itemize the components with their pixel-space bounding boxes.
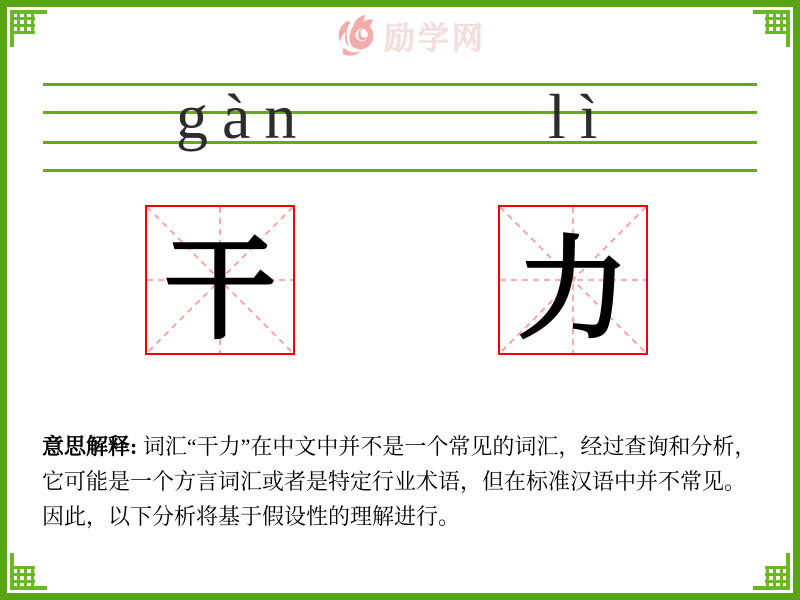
- character-box-gan: [145, 205, 295, 355]
- corner-ornament-top-left: [0, 0, 48, 48]
- corner-ornament-bottom-left: [0, 552, 48, 600]
- explanation-text: 词汇“干力”在中文中并不是一个常见的词汇，经过查询和分析，它可能是一个方言词汇或者是特定行业术语，但在标准汉语中并不常见。因此，以下分析将基于假设性的理解进行。: [42, 434, 757, 529]
- fret-pattern-icon: [0, 552, 48, 600]
- corner-ornament-top-right: [752, 0, 800, 48]
- explanation-paragraph: [42, 429, 764, 534]
- pinyin-staff-line: [43, 83, 757, 86]
- pinyin-staff-line: [43, 111, 757, 114]
- hanzi-gan: 干: [164, 228, 276, 353]
- fret-pattern-icon: [752, 552, 800, 600]
- pinyin-word-li: lì: [548, 81, 612, 152]
- fox-swirl-icon: [332, 12, 378, 58]
- fret-pattern-icon: [0, 0, 48, 48]
- pinyin-word-gan: gàn: [176, 81, 311, 152]
- corner-ornament-bottom-right: [752, 552, 800, 600]
- pinyin-staff-line: [43, 169, 757, 172]
- logo-text: 励学网: [384, 20, 486, 56]
- logo: [332, 12, 486, 58]
- fret-pattern-icon: [752, 0, 800, 48]
- explanation-label: 意思解释:: [42, 434, 138, 459]
- hanzi-li: 力: [517, 228, 629, 353]
- pinyin-staff-line: [43, 141, 757, 144]
- character-box-li: [498, 205, 648, 355]
